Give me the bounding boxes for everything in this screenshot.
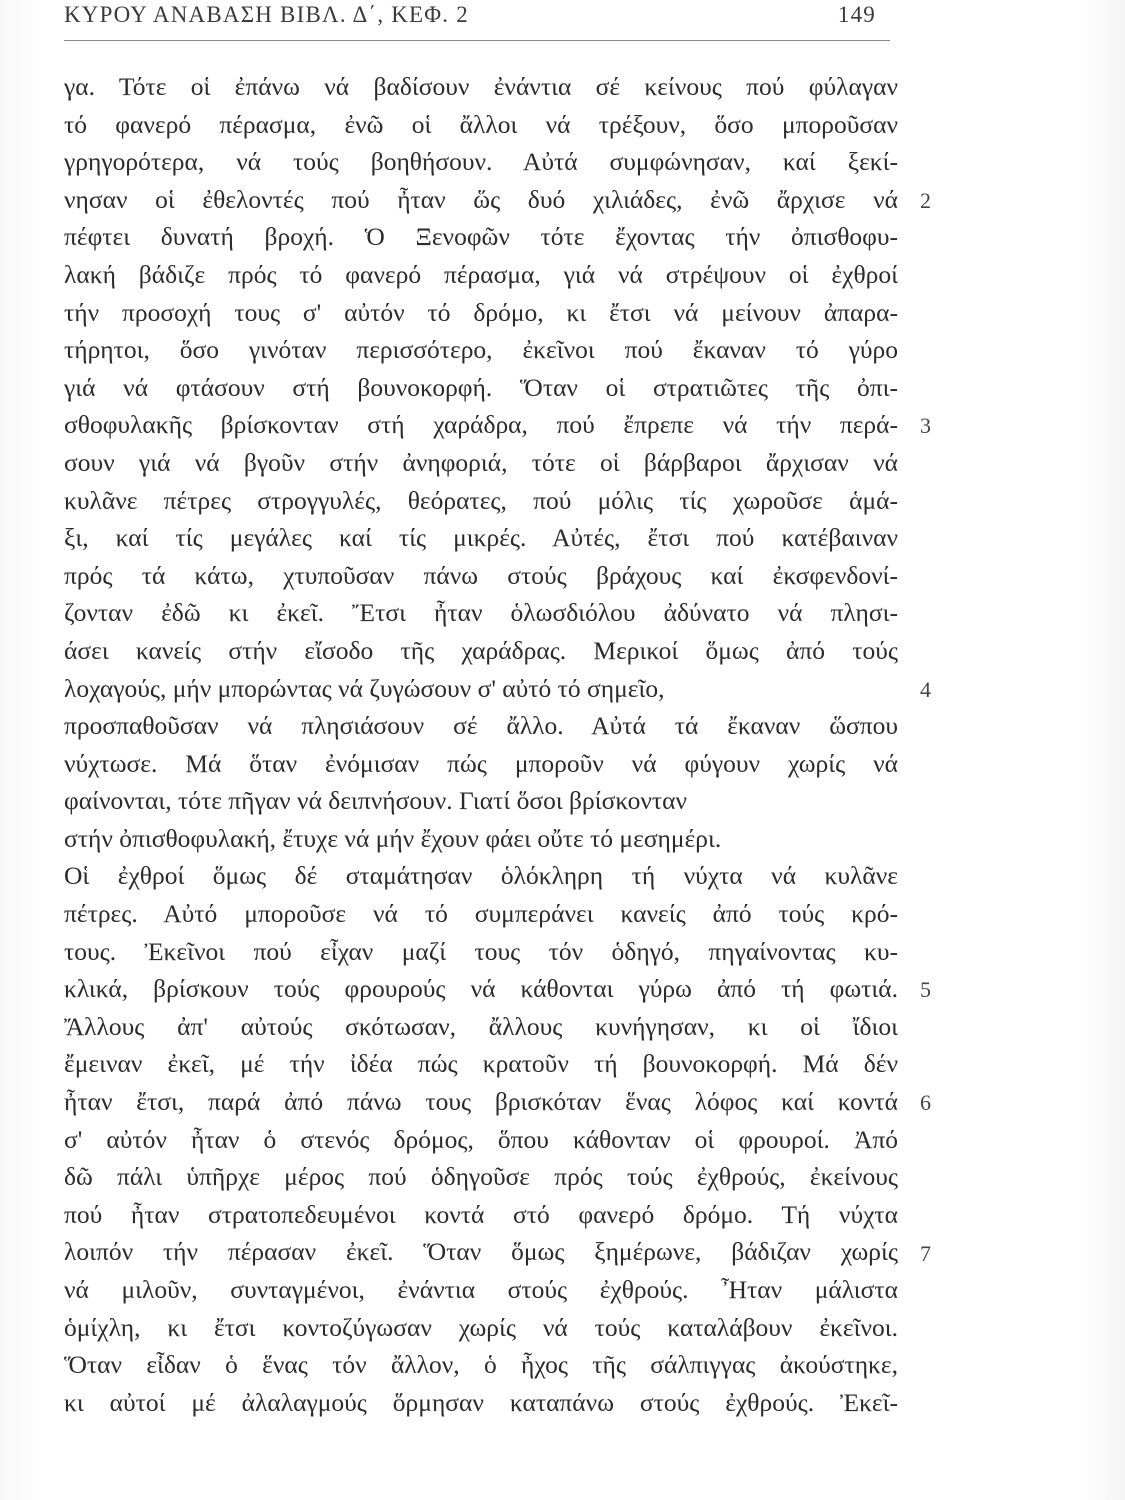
text-line-content: γα. Τότε οἱ ἐπάνω νά βαδίσουν ἐνάντια σέ κείνους πού φύλαγαν (64, 72, 898, 101)
text-line-content: προσπαθοῦσαν νά πλησιάσουν σέ ἄλλο. Αὐτά τά ἔκαναν ὥσπου (64, 711, 898, 741)
text-line-content: γρηγορότερα, νά τούς βοηθήσουν. Αὐτά συμφώνησαν, καί ξεκί- (64, 147, 898, 177)
text-line (64, 1045, 898, 1083)
text-line-content: σθοφυλακῆς βρίσκονταν στή χαράδρα, πού ἔπρεπε νά τήν περά- (64, 410, 898, 440)
text-line-content: κυλᾶνε πέτρες στρογγυλές, θεόρατες, πού μόλις τίς χωροῦσε ἁμά- (64, 485, 898, 515)
text-line-content: τήν προσοχή τους σ' αὐτόν τό δρόμο, κι ἔτσι νά μείνουν ἀπαρα- (64, 297, 898, 327)
page-number: 149 (837, 2, 876, 27)
text-line (64, 482, 898, 520)
text-line-content: δῶ πάλι ὑπῆρχε μέρος πού ὁδηγοῦσε πρός τούς ἐχθρούς, ἐκείνους (64, 1162, 898, 1192)
text-line (64, 557, 898, 595)
text-line (64, 1309, 898, 1347)
text-line (64, 707, 898, 745)
text-line (64, 933, 898, 971)
text-line (64, 820, 898, 858)
text-line (64, 857, 898, 895)
text-line-content: νύχτωσε. Μά ὅταν ἐνόμισαν πώς μποροῦν νά φύγουν χωρίς νά (64, 748, 898, 778)
text-line-content: φαίνονται, τότε πῆγαν νά δειπνήσουν. Γιατί ὅσοι βρίσκονταν (64, 786, 688, 816)
text-line (64, 68, 898, 106)
text-line (64, 369, 898, 407)
text-line-content: στήν ὀπισθοφυλακή, ἔτυχε νά μήν ἔχουν φάει οὔτε τό μεσημέρι. (64, 823, 722, 853)
text-line-content: ξι, καί τίς μεγάλες καί τίς μικρές. Αὐτές, ἔτσι πού κατέβαιναν (64, 523, 898, 553)
text-line-content: Ἄλλους ἀπ' αὐτούς σκότωσαν, ἄλλους κυνήγησαν, κι οἱ ἴδιοι (64, 1011, 898, 1041)
text-line (64, 1196, 898, 1234)
text-line-content: γιά νά φτάσουν στή βουνοκορφή. Ὅταν οἱ στρατιῶτες τῆς ὀπι- (64, 372, 898, 402)
text-line (64, 632, 898, 670)
text-line (64, 970, 898, 1008)
text-line (64, 294, 898, 332)
text-line (64, 1346, 898, 1384)
text-line-content: τους. Ἐκεῖνοι πού εἶχαν μαζί τους τόν ὁδηγό, πηγαίνοντας κυ- (64, 936, 898, 966)
text-line (64, 670, 898, 708)
text-line-content: κι αὐτοί μέ ἀλαλαγμούς ὅρμησαν καταπάνω στούς ἐχθρούς. Ἐκεῖ- (64, 1387, 898, 1417)
text-line (64, 1008, 898, 1046)
text-line-content: λοιπόν τήν πέρασαν ἐκεῖ. Ὅταν ὅμως ξημέρωνε, βάδιζαν χωρίς (64, 1237, 898, 1267)
text-line-content: σουν γιά νά βγοῦν στήν ἀνηφοριά, τότε οἱ βάρβαροι ἄρχισαν νά (64, 447, 898, 477)
text-line-content: άσει κανείς στήν εἴσοδο τῆς χαράδρας. Μερικοί ὅμως ἀπό τούς (64, 635, 898, 665)
section-number: 6 (920, 1090, 931, 1116)
text-line (64, 256, 898, 294)
text-line-content: ἔμειναν ἐκεῖ, μέ τήν ἰδέα πώς κρατοῦν τή βουνοκορφή. Μά δέν (64, 1049, 898, 1079)
text-line-content: νησαν οἱ ἐθελοντές πού ἦταν ὥς δυό χιλιάδες, ἐνῶ ἄρχισε νά (64, 184, 898, 214)
text-line-content: νά μιλοῦν, συνταγμένοι, ἐνάντια στούς ἐχθρούς. Ἦταν μάλιστα (64, 1275, 898, 1304)
text-line-content: λοχαγούς, μήν μπορώντας νά ζυγώσουν σ' αὐτό τό σημεῖο, (64, 673, 665, 703)
text-line-content: ζονταν ἐδῶ κι ἐκεῖ. Ἔτσι ἦταν ὁλωσδιόλου ἀδύνατο νά πλησι- (64, 598, 898, 628)
section-number: 7 (920, 1240, 931, 1266)
running-head-title: ΚΥΡΟΥ ΑΝΑΒΑΣΗ ΒΙΒΛ. Δ΄, ΚΕΦ. 2 (64, 2, 469, 27)
text-line (64, 331, 898, 369)
text-line (64, 1083, 898, 1121)
text-line-content: πού ἦταν στρατοπεδευμένοι κοντά στό φανερό δρόμο. Τή νύχτα (64, 1199, 898, 1229)
text-line (64, 1158, 898, 1196)
text-line (64, 181, 898, 219)
text-line (64, 218, 898, 256)
text-line-content: ὁμίχλη, κι ἔτσι κοντοζύγωσαν χωρίς νά τούς καταλάβουν ἐκεῖνοι. (64, 1312, 898, 1342)
text-line-content: Ὅταν εἶδαν ὁ ἕνας τόν ἄλλον, ὁ ἦχος τῆς σάλπιγγας ἀκούστηκε, (64, 1350, 898, 1380)
text-line (64, 519, 898, 557)
text-line (64, 143, 898, 181)
header-rule (64, 40, 890, 41)
text-line (64, 895, 898, 933)
text-line-content: ἦταν ἔτσι, παρά ἀπό πάνω τους βρισκόταν ἕνας λόφος καί κοντά (64, 1087, 898, 1117)
running-head (64, 2, 890, 32)
text-line (64, 1384, 898, 1422)
body-text (64, 68, 898, 1421)
text-line (64, 782, 898, 820)
section-number: 4 (920, 676, 931, 702)
text-line-content: λακή βάδιζε πρός τό φανερό πέρασμα, γιά νά στρέψουν οἱ ἐχθροί (64, 259, 898, 289)
section-number: 2 (920, 187, 931, 213)
text-line-content: τό φανερό πέρασμα, ἐνῶ οἱ ἄλλοι νά τρέξουν, ὅσο μποροῦσαν (64, 109, 898, 139)
text-line-content: σ' αὐτόν ἦταν ὁ στενός δρόμος, ὅπου κάθονταν οἱ φρουροί. Ἀπό (64, 1124, 898, 1154)
section-number: 5 (920, 977, 931, 1003)
section-number: 3 (920, 413, 931, 439)
text-line (64, 1121, 898, 1159)
text-line-content: κλικά, βρίσκουν τούς φρουρούς νά κάθονται γύρω ἀπό τή φωτιά. (64, 974, 898, 1004)
text-line-content: πρός τά κάτω, χτυποῦσαν πάνω στούς βράχους καί ἐκσφενδονί- (64, 560, 898, 590)
text-line-content: τήρητοι, ὅσο γινόταν περισσότερο, ἐκεῖνοι πού ἔκαναν τό γύρο (64, 335, 898, 365)
text-line-content: πέφτει δυνατή βροχή. Ὁ Ξενοφῶν τότε ἔχοντας τήν ὀπισθοφυ- (64, 222, 898, 252)
text-line (64, 406, 898, 444)
text-line-content: Οἱ ἐχθροί ὅμως δέ σταμάτησαν ὁλόκληρη τή νύχτα νά κυλᾶνε (64, 861, 898, 891)
text-line (64, 444, 898, 482)
text-line (64, 1271, 898, 1309)
text-line (64, 1233, 898, 1271)
text-line-content: πέτρες. Αὐτό μποροῦσε νά τό συμπεράνει κανείς ἀπό τούς κρό- (64, 899, 898, 929)
text-line (64, 106, 898, 144)
text-line (64, 745, 898, 783)
text-line (64, 594, 898, 632)
